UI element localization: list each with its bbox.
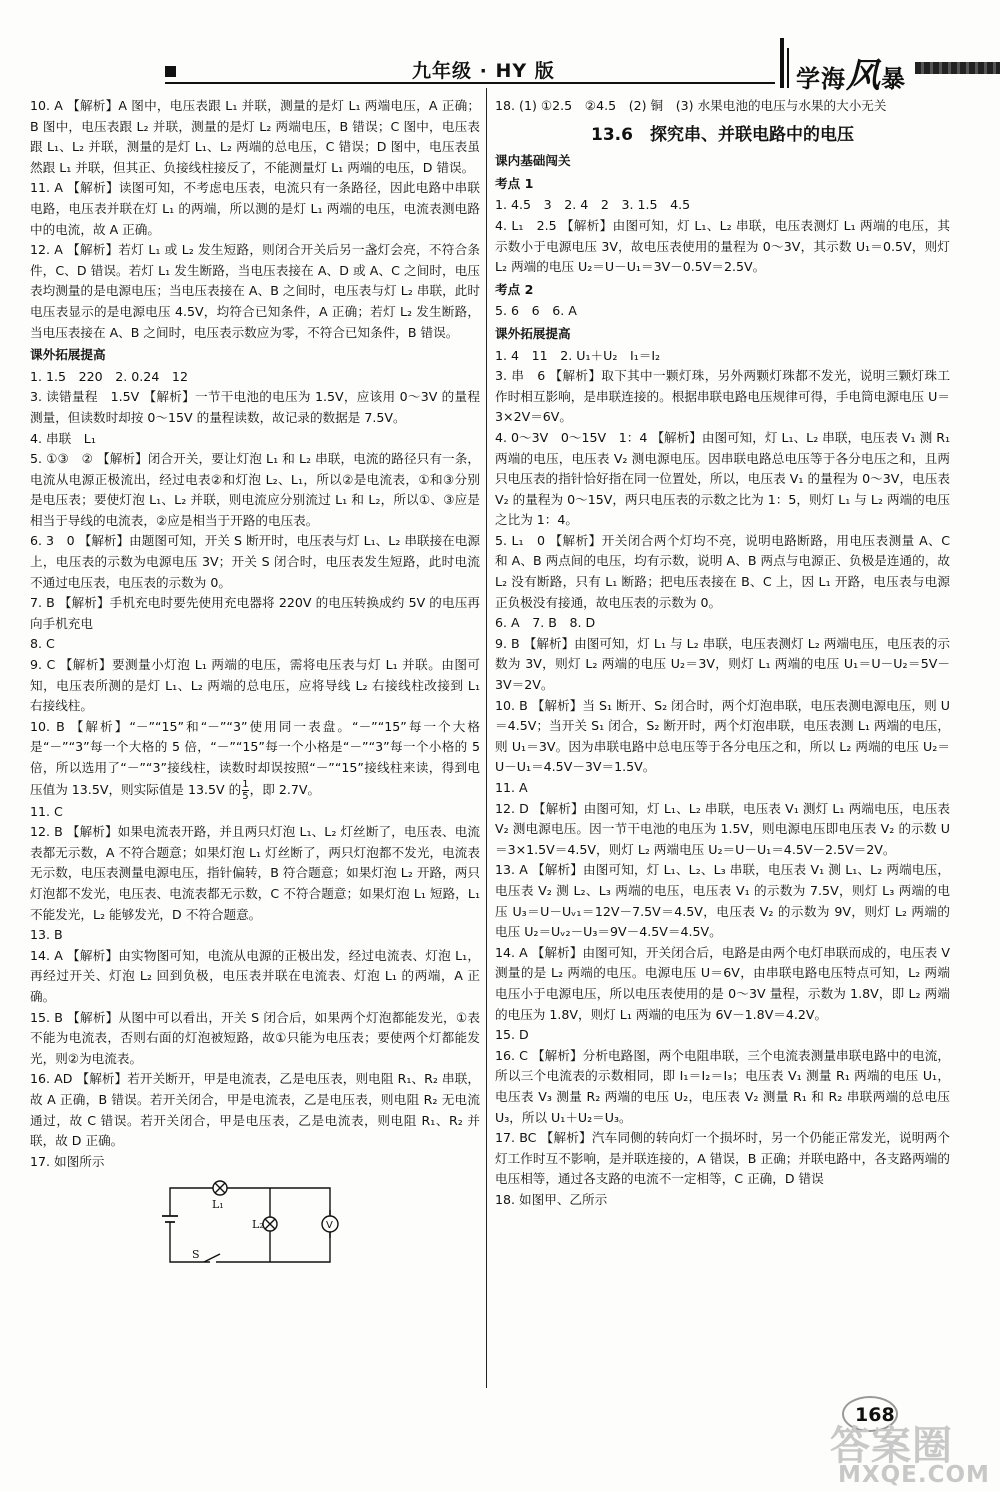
answer-ext-16: 16. AD 【解析】若开关断开，甲是电流表，乙是电压表，则电阻 R₁、R₂ 串联，故 A 正确，B 错误。若开关闭合，甲是电流表，乙是电压表，则电阻 R₂ 无电流通过，故 C 错误。若开关闭合，甲是电压表，乙是电流表，则电阻 R₁、R₂ 并联，故 D 正确。 — [30, 1071, 480, 1149]
answer-10: 10. A 【解析】A 图中，电压表跟 L₁ 并联，测量的是灯 L₁ 两端电压，A 正确；B 图中，电压表跟 L₂ 并联，测量的是灯 L₂ 两端电压，B 错误；C 图中，电压表跟 L₁、L₂ 并联，测量的是灯 L₁、L₂ 两端的总电压，C 错误；D 图中，电压表虽然跟 L₁ 并联，但其正、负接线柱接反了，不能测量灯 L₁ 两端的电压，D 错误。 — [30, 98, 480, 175]
answer-18-top: 18. (1) ①2.5 ②4.5 (2) 铜 (3) 水果电池的电压与水果的大小无关 — [495, 98, 887, 113]
header-square-mark — [165, 66, 176, 77]
answer-ext-7: 7. B 【解析】手机充电时要先使用充电器将 220V 的电压转换成约 5V 的电压再向手机充电 — [30, 595, 480, 631]
answer-r-ext-11: 11. A — [495, 780, 528, 795]
answer-ext-12: 12. B 【解析】如果电流表开路，并且两只灯泡 L₁、L₂ 灯丝断了，电压表、电流表都无示数，A 不符合题意；如果灯泡 L₁ 灯丝断了，两只灯泡都不发光，电流表无示数，电压表测量电源电压，指针偏转，B 符合题意；如果灯泡 L₂ 开路，两只灯泡都不发光，电压表、电流表都无示数，C 不符合题意；如果灯泡 L₁ 短路，L₁ 不能发光，L₂ 能够发光，D 不符合题意。 — [30, 824, 480, 922]
header-title: 九年级 · HY 版 — [412, 60, 555, 82]
watermark-line2: MXQE.COM — [838, 1462, 990, 1488]
knowledge-point-2: 考点 2 — [495, 281, 534, 297]
watermark — [830, 1414, 995, 1490]
header-stripe — [915, 62, 1000, 74]
answer-r-ext-13: 13. A 【解析】由图可知，灯 L₁、L₂、L₃ 串联，电压表 V₁ 测 L₁、L₂ 两端电压，电压表 V₂ 测 L₂、L₃ 两端的电压，电压表 V₁ 的示数为 7.5V，则灯 L₃ 两端的电压 U₃＝U－Uᵥ₁＝12V－7.5V＝4.5V，电压表 V₂ 的示数为 9V，则灯 L₂ 两端的电压 U₂＝Uᵥ₂－U₃＝9V－4.5V＝4.5V。 — [495, 862, 950, 940]
fraction-denominator: 5 — [242, 790, 249, 802]
answer-r-ext-6-8: 6. A 7. B 8. D — [495, 615, 596, 631]
answer-ext-11: 11. C — [30, 803, 63, 819]
answer-ext-8: 8. C — [30, 636, 55, 652]
answer-ext-4: 4. 串联 L₁ — [30, 430, 96, 446]
answer-r-ext-12: 12. D 【解析】由图可知，灯 L₁、L₂ 串联，电压表 V₁ 测灯 L₁ 两端电压，电压表 V₂ 测电源电压。因一节干电池的电压为 1.5V，则电源电压即电压表 V₂ 的示数 U＝3×1.5V＝4.5V，则灯 L₂ 两端电压 U₂＝U－U₁＝4.5V－2.5V＝2V。 — [495, 800, 950, 857]
answer-r-5-6: 5. 6 6 6. A — [495, 303, 577, 319]
brand-logo — [796, 48, 906, 97]
watermark-line1: 答案圈 — [830, 1423, 953, 1469]
answer-ext-15: 15. B 【解析】从图中可以看出，开关 S 闭合后，如果两个灯泡都能发光，①表不能为电流表，否则右面的灯泡被短路，故①只能为电压表；要使两个灯都能发光，则②为电流表。 — [30, 1009, 480, 1066]
answer-ext-17: 17. 如图所示 — [30, 1153, 105, 1169]
answer-ext-10 — [30, 717, 480, 802]
answer-r-4: 4. L₁ 2.5 【解析】由图可知，灯 L₁、L₂ 串联，电压表测灯 L₁ 两端的电压，其示数小于电源电压 3V，故电压表使用的量程为 0～3V，其示数 U₁＝0.5V，则灯 L₂ 两端的电压 U₂＝U－U₁＝3V－0.5V＝2.5V。 — [495, 217, 950, 275]
section-heading-extension: 课外拓展提高 — [30, 347, 106, 363]
answer-ext-5: 5. ①③ ② 【解析】闭合开关，要让灯泡 L₁ 和 L₂ 串联，电流的路径只有一条，电流从电源正极流出，经过电表②和灯泡 L₂、L₁，所以②是电流表，①和③分别是电压表；要使灯泡 L₁、L₂ 并联，则电流应分别流过 L₁ 和 L₂，所以①、③应是相当于导线的电流表，②应是相当于开路的电压表。 — [30, 451, 480, 528]
answer-ext-10-main: 10. B 【解析】“－”“15”和“－”“3”使用同一表盘。“－”“15”每一个大格是“－”“3”每一个大格的 5 倍，“－”“15”每一个小格是“－”“3”每一个小格的 5 倍，所以选用了“－”“3”接线柱，读数时却误按照“－”“15”接线柱来读，得到电压值为 13.5V，则实际值是 13.5V 的 — [30, 718, 480, 797]
knowledge-point-1: 考点 1 — [495, 175, 534, 191]
brand-left: 学海 — [796, 64, 846, 93]
fraction-numerator: 1 — [242, 778, 249, 790]
page-header — [0, 0, 1000, 96]
answer-r-ext-3: 3. 串 6 【解析】取下其中一颗灯珠，另外两颗灯珠都不发光，说明三颗灯珠工作时相互影响，是串联连接的。根据串联电路电压规律可得，手电筒电源电压 U＝3×2V＝6V。 — [495, 368, 950, 425]
answer-r-ext-10: 10. B 【解析】当 S₁ 断开、S₂ 闭合时，两个灯泡串联，电压表测电源电压，则 U＝4.5V；当开关 S₁ 闭合，S₂ 断开时，两个灯泡串联，电压表测 L₁ 两端的电压，则 U₁＝3V。因为串联电路中总电压等于各分电压之和，所以 L₂ 两端的电压 U₂＝U－U₁＝4.5V－3V＝1.5V。 — [495, 697, 950, 775]
answer-r-ext-16: 16. C 【解析】分析电路图，两个电阻串联，三个电流表测量串联电路中的电流，所以三个电流表的示数相同，即 I₁＝I₂＝I₃；电压表 V₁ 测量 R₁ 两端的电压 U₁，电压表 V₃ 测量 R₂ 两端的电压 U₂，电压表 V₂ 测量 R₁ 和 R₂ 串联两端的总电压 U₃，所以 U₁＋U₂＝U₃。 — [495, 1047, 950, 1125]
answer-ext-1-2: 1. 1.5 220 2. 0.24 12 — [30, 368, 188, 384]
circuit-diagram — [150, 1178, 350, 1270]
answer-r-ext-18: 18. 如图甲、乙所示 — [495, 1191, 608, 1207]
answer-ext-6: 6. 3 0 【解析】由题图可知，开关 S 断开时，电压表与灯 L₁、L₂ 串联接在电源上，电压表的示数为电源电压 3V；开关 S 闭合时，电压表发生短路，此时电流不通过电压表，电压表的示数为 0。 — [30, 533, 480, 590]
answer-ext-13: 13. B — [30, 927, 63, 943]
answer-ext-14: 14. A 【解析】由实物图可知，电流从电源的正极出发，经过电流表、灯泡 L₁，再经过开关、灯泡 L₂ 回到负极，电压表并联在电流表、灯泡 L₁ 的两端，A 正确。 — [30, 947, 480, 1004]
voltmeter-label: V — [326, 1220, 333, 1232]
answer-r-1-3: 1. 4.5 3 2. 4 2 3. 1.5 4.5 — [495, 197, 691, 213]
answer-r-ext-14: 14. A 【解析】由图可知，开关闭合后，电路是由两个电灯串联而成的，电压表 V 测量的是 L₂ 两端的电压。电源电压 U＝6V，由串联电路电压特点可知，L₂ 两端电压小于电源电压，所以电压表使用的是 0～3V 量程，示数为 1.8V，即 L₂ 两端的电压为 1.8V，则灯 L₁ 两端的电压为 6V－1.8V＝4.2V。 — [495, 944, 950, 1022]
left-column — [30, 96, 480, 1270]
answer-r-ext-5: 5. L₁ 0 【解析】开关闭合两个灯均不亮，说明电路断路，用电压表测量 A、C 和 A、B 两点间的电压，均有示数，说明 A、B 两点与电源正、负极是连通的，故 L₂ 没有断路，只有 L₁ 断路；把电压表接在 B、C 上，因 L₁ 开路，电压表与电源正负极没有接通，故电压表的示数为 0。 — [495, 532, 950, 610]
right-column — [495, 96, 950, 1210]
answer-12: 12. A 【解析】若灯 L₁ 或 L₂ 发生短路，则闭合开关后另一盏灯会亮，不符合条件，C、D 错误。若灯 L₁ 发生断路，当电压表接在 A、D 或 A、C 之间时，电压表均测量的是电源电压；当电压表接在 A、B 之间时，电压表与灯 L₂ 串联，此时电压表显示的是电源电压 4.5V，均符合已知条件，A 正确；若灯 L₂ 发生断路，当电压表接在 A、B 之间时，电压表示数应为零，不符合已知条件，B 错误。 — [30, 242, 480, 340]
answer-r-ext-1-2: 1. 4 11 2. U₁＋U₂ I₁＝I₂ — [495, 347, 661, 363]
page-number: 168 — [855, 1404, 895, 1426]
chapter-title: 13.6 探究串、并联电路中的电压 — [591, 124, 854, 145]
answer-r-ext-9: 9. B 【解析】由图可知，灯 L₁ 与 L₂ 串联，电压表测灯 L₂ 两端电压，电压表的示数为 3V，则灯 L₂ 两端的电压 U₂＝3V，则灯 L₁ 两端的电压 U₁＝U－U₂＝5V－3V＝2V。 — [495, 635, 950, 693]
column-divider — [486, 88, 487, 1388]
brand-mid: 风 — [846, 56, 881, 96]
answer-ext-3: 3. 读错量程 1.5V 【解析】一节干电池的电压为 1.5V，应该用 0～3V 的量程测量，但读数时却按 0～15V 的量程读数，故记录的数据是 7.5V。 — [30, 389, 480, 425]
header-bar-thin — [787, 48, 789, 88]
section-heading-extension-right: 课外拓展提高 — [495, 325, 571, 341]
lamp2-label: L₂ — [252, 1218, 264, 1232]
switch-label: S — [192, 1248, 200, 1262]
answer-11: 11. A 【解析】读图可知，不考虑电压表，电流只有一条路径，因此电路中串联电路，电压表并联在灯 L₁ 的两端，所以测的是灯 L₁ 两端的电压，电流表测电路中的电流，故 A 正确。 — [30, 180, 480, 237]
answer-ext-9: 9. C 【解析】要测量小灯泡 L₁ 两端的电压，需将电压表与灯 L₁ 并联。由图可知，电压表所测的是灯 L₁、L₂ 两端的总电压，应将导线 L₂ 右接线柱改接到 L₁ 右接线柱。 — [30, 657, 480, 714]
answer-ext-10-tail: ，即 2.7V。 — [249, 781, 321, 797]
answer-r-ext-15: 15. D — [495, 1027, 529, 1043]
answer-r-ext-4: 4. 0～3V 0～15V 1：4 【解析】由图可知，灯 L₁、L₂ 串联，电压表 V₁ 测 R₁ 两端的电压，电压表 V₂ 测电源电压。因串联电路总电压等于各分电压之和，且两只电压表的指针恰好指在同一位置处，所以，电压表 V₁ 的量程为 0～3V，电压表 V₂ 的量程为 0～15V，两只电压表的示数之比为 1：5，则灯 L₁ 与 L₂ 两端的电压之比为 1：4。 — [495, 429, 950, 528]
header-bar — [780, 38, 784, 88]
brand-right: 暴 — [881, 64, 906, 93]
lamp1-label: L₁ — [212, 1198, 224, 1212]
header-rule — [165, 82, 775, 84]
answer-r-ext-17: 17. BC 【解析】汽车同侧的转向灯一个损坏时，另一个仍能正常发光，说明两个灯工作时互不影响，是并联连接的，A 错误，B 正确；并联电路中，各支路两端的电压相等，通过各支路的电流不一定相等，C 正确，D 错误 — [495, 1130, 950, 1187]
section-heading-basic: 课内基础闯关 — [495, 153, 571, 169]
